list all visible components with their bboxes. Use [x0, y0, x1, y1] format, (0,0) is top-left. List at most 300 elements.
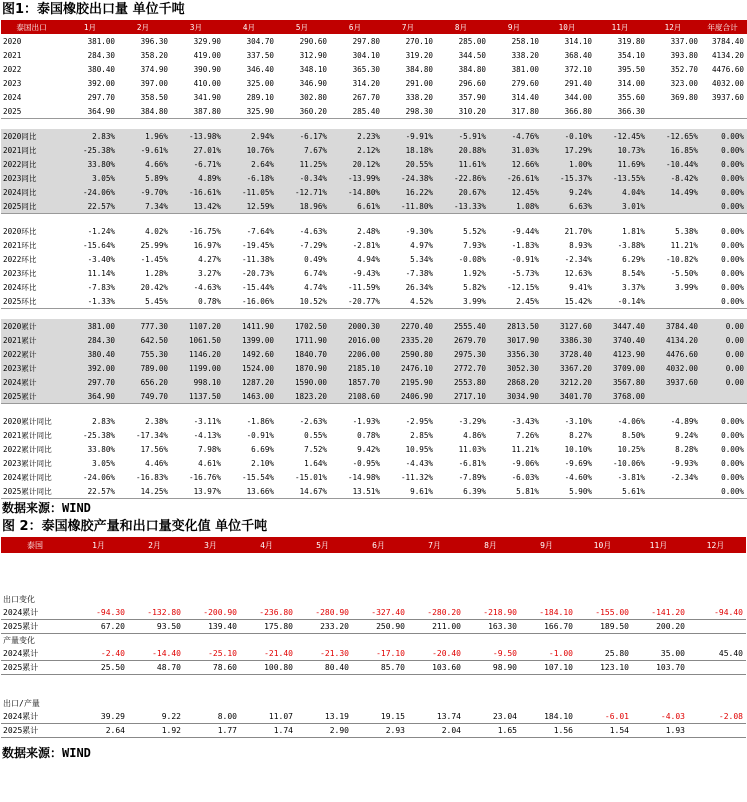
table-cell: 4134.20: [648, 333, 701, 347]
table-cell: 6.63%: [542, 199, 595, 214]
table-cell: -12.45%: [595, 129, 648, 143]
table-cell: -21.30: [296, 647, 352, 661]
table-cell: 0.78%: [171, 294, 224, 309]
table-cell: -5.91%: [436, 129, 489, 143]
table-cell: 285.40: [330, 104, 383, 119]
table-cell: 270.10: [405, 36, 433, 46]
table-cell: 297.80: [352, 36, 380, 46]
table-row: [1, 48, 747, 62]
table-cell: 250.90: [352, 620, 408, 634]
table-cell: [688, 620, 746, 634]
table-cell: 5.81%: [489, 484, 542, 499]
table-cell: 3034.90: [489, 389, 542, 404]
column-header: 3月: [171, 20, 224, 34]
table-cell: 1.08%: [489, 199, 542, 214]
table-cell: -9.06%: [511, 458, 539, 468]
table-cell: 12.45%: [489, 185, 542, 199]
table-cell: 3.99%: [436, 294, 489, 309]
table-cell: 33.80%: [65, 157, 118, 171]
table-cell: 3447.40: [595, 319, 648, 333]
table-cell: 18.96%: [277, 199, 330, 214]
section-title: 产量变化: [3, 636, 35, 645]
table-cell: -15.54%: [241, 472, 274, 482]
table-cell: 11.03%: [458, 444, 486, 454]
column-header: 年度合计: [701, 20, 747, 34]
table-cell: 381.00: [65, 319, 118, 333]
table-cell: 325.90: [224, 104, 277, 119]
table-cell: 396.30: [140, 36, 168, 46]
table-cell: -3.10%: [564, 416, 592, 426]
table-cell: 93.50: [128, 620, 184, 634]
table-cell: 2975.30: [436, 347, 489, 361]
table-cell: 7.67%: [277, 143, 330, 157]
table-cell: -15.64%: [82, 240, 115, 250]
table-cell: 1.74: [240, 724, 296, 738]
column-header: 9月: [489, 20, 542, 34]
table-row: [1, 428, 747, 442]
table-cell: [701, 104, 747, 119]
table-cell: -155.00: [576, 606, 632, 620]
table-cell: 392.00: [65, 361, 118, 375]
table-cell: -94.40: [688, 606, 746, 620]
table-cell: -280.90: [296, 606, 352, 620]
table-cell: 4.46%: [145, 458, 168, 468]
table-cell: 39.29: [72, 710, 128, 724]
table-cell: 2.10%: [251, 458, 274, 468]
table-cell: 2.38%: [145, 416, 168, 426]
table-cell: -10.44%: [648, 157, 701, 171]
table-cell: -2.34%: [564, 254, 592, 264]
table-cell: 20.12%: [330, 157, 383, 171]
table-cell: 10.52%: [277, 294, 330, 309]
table-header-row: [1, 20, 747, 34]
column-header: 2月: [128, 537, 184, 553]
table-cell: 13.74: [408, 710, 464, 724]
column-header: 1月: [72, 537, 128, 553]
table-cell: -20.40: [408, 647, 464, 661]
table-cell: 381.00: [511, 64, 539, 74]
table-cell: 2.83%: [92, 416, 115, 426]
table-row: [1, 129, 747, 143]
table-cell: -3.40%: [87, 254, 115, 264]
table-cell: 358.50: [140, 92, 168, 102]
column-header: 泰国出口: [1, 20, 65, 34]
table-cell: 3.37%: [622, 282, 645, 292]
column-header: 泰国: [1, 537, 72, 553]
column-header: 10月: [576, 537, 632, 553]
table-cell: 312.90: [299, 50, 327, 60]
table-cell: 3.05%: [65, 171, 118, 185]
section-title-row: [1, 634, 746, 648]
table-cell: 14.67%: [277, 484, 330, 499]
table-cell: 9.24%: [675, 430, 698, 440]
thai-rubber-change-table: [1, 537, 746, 738]
table-cell: 0.55%: [304, 430, 327, 440]
column-header: 6月: [352, 537, 408, 553]
table-cell: 1.64%: [304, 458, 327, 468]
table-cell: 25.80: [576, 647, 632, 661]
table-cell: -25.38%: [65, 143, 118, 157]
table-cell: 346.90: [299, 78, 327, 88]
table-row: [1, 347, 747, 361]
table-cell: -13.33%: [436, 199, 489, 214]
table-cell: 284.30: [87, 50, 115, 60]
table-row: [1, 224, 747, 238]
table-cell: 314.20: [352, 78, 380, 88]
table-cell: -15.37%: [542, 171, 595, 185]
table-row: [1, 34, 747, 48]
table-cell: 233.20: [296, 620, 352, 634]
table-cell: 27.01%: [171, 143, 224, 157]
table-cell: -184.10: [520, 606, 576, 620]
table-cell: 395.50: [617, 64, 645, 74]
table-cell: -20.73%: [241, 268, 274, 278]
table-cell: 211.00: [408, 620, 464, 634]
table-cell: 2476.10: [383, 361, 436, 375]
row-label: 2025环比: [1, 294, 65, 309]
table-cell: 2108.60: [330, 389, 383, 404]
table-cell: 11.61%: [436, 157, 489, 171]
row-label: 2025累计: [1, 724, 72, 738]
table-cell: -9.91%: [383, 129, 436, 143]
table-cell: 314.00: [617, 78, 645, 88]
table-cell: -1.00: [520, 647, 576, 661]
table-row: [1, 157, 747, 171]
table-cell: -14.98%: [347, 472, 380, 482]
table-row: [1, 294, 747, 309]
table-cell: 4.89%: [171, 171, 224, 185]
table-cell: -0.10%: [542, 129, 595, 143]
table-cell: [688, 724, 746, 738]
row-label: 2024累计同比: [3, 472, 52, 482]
table-cell: 5.90%: [542, 484, 595, 499]
row-label: 2023环比: [3, 268, 37, 278]
block-spacer: [1, 309, 747, 320]
table-cell: 11.07: [240, 710, 296, 724]
table-row: [1, 252, 747, 266]
figure-1-source: 数据来源：WIND: [2, 501, 91, 515]
table-cell: 20.55%: [383, 157, 436, 171]
table-cell: -7.83%: [87, 282, 115, 292]
table-cell: 384.80: [405, 64, 433, 74]
table-cell: 1711.90: [277, 333, 330, 347]
table-cell: -3.11%: [193, 416, 221, 426]
table-cell: 6.69%: [251, 444, 274, 454]
table-cell: -17.34%: [135, 430, 168, 440]
table-cell: 0.00%: [701, 171, 747, 185]
table-cell: -5.50%: [670, 268, 698, 278]
table-cell: 3740.40: [595, 333, 648, 347]
table-cell: -16.06%: [224, 294, 277, 309]
table-cell: 319.80: [617, 36, 645, 46]
table-cell: 338.20: [511, 50, 539, 60]
table-cell: 298.30: [383, 104, 436, 119]
table-cell: -11.05%: [224, 185, 277, 199]
table-cell: 16.85%: [648, 143, 701, 157]
table-cell: -0.14%: [595, 294, 648, 309]
table-cell: 4134.20: [711, 50, 744, 60]
table-cell: -22.86%: [436, 171, 489, 185]
table-cell: -9.30%: [405, 226, 433, 236]
table-cell: -218.90: [464, 606, 520, 620]
table-cell: 4123.90: [595, 347, 648, 361]
table-cell: 297.70: [87, 92, 115, 102]
table-row: [1, 62, 747, 76]
table-cell: 1.54: [576, 724, 632, 738]
table-cell: -236.80: [240, 606, 296, 620]
table-cell: 4.52%: [383, 294, 436, 309]
table-cell: 3.99%: [675, 282, 698, 292]
table-row: [1, 333, 747, 347]
table-cell: 35.00: [632, 647, 688, 661]
table-cell: 20.67%: [436, 185, 489, 199]
table-cell: 166.70: [520, 620, 576, 634]
table-cell: 323.00: [670, 78, 698, 88]
table-cell: 366.80: [542, 104, 595, 119]
table-cell: 1411.90: [224, 319, 277, 333]
table-cell: 279.60: [511, 78, 539, 88]
table-cell: 3937.60: [711, 92, 744, 102]
table-cell: 8.28%: [675, 444, 698, 454]
table-cell: -9.44%: [511, 226, 539, 236]
table-cell: 4.27%: [198, 254, 221, 264]
table-cell: 48.70: [128, 661, 184, 675]
table-cell: 0.00: [701, 319, 747, 333]
table-cell: 2.64: [72, 724, 128, 738]
table-cell: 390.90: [193, 64, 221, 74]
table-cell: 18.18%: [383, 143, 436, 157]
table-cell: 17.56%: [140, 444, 168, 454]
table-cell: 33.80%: [87, 444, 115, 454]
table-cell: 777.30: [118, 319, 171, 333]
row-label: 2024同比: [1, 185, 65, 199]
table-cell: 17.29%: [542, 143, 595, 157]
block-spacer: [1, 119, 747, 130]
column-header: 3月: [184, 537, 240, 553]
table-cell: 80.40: [296, 661, 352, 675]
table-cell: [648, 294, 701, 309]
table-cell: 1.92: [128, 724, 184, 738]
table-cell: 2868.20: [489, 375, 542, 389]
table-cell: 384.80: [458, 64, 486, 74]
table-cell: 4476.60: [711, 64, 744, 74]
table-cell: 11.21%: [511, 444, 539, 454]
table-cell: 2.90: [296, 724, 352, 738]
table-row: [1, 647, 746, 661]
table-cell: 7.52%: [304, 444, 327, 454]
table-cell: -2.34%: [670, 472, 698, 482]
section-title-row: [1, 697, 746, 710]
table-cell: 8.93%: [569, 240, 592, 250]
table-cell: -2.63%: [299, 416, 327, 426]
table-cell: -4.89%: [670, 416, 698, 426]
table-cell: 344.50: [458, 50, 486, 60]
table-cell: 284.30: [65, 333, 118, 347]
table-cell: 13.97%: [171, 484, 224, 499]
block-spacer: [1, 404, 747, 415]
table-cell: -0.08%: [458, 254, 486, 264]
table-cell: 200.20: [632, 620, 688, 634]
table-cell: 393.80: [670, 50, 698, 60]
table-cell: 6.74%: [304, 268, 327, 278]
table-cell: 4.97%: [410, 240, 433, 250]
table-cell: 302.80: [299, 92, 327, 102]
column-header: 4月: [240, 537, 296, 553]
table-cell: 4.94%: [357, 254, 380, 264]
table-cell: 0.00%: [721, 240, 744, 250]
row-label: 2023累计同比: [3, 458, 52, 468]
table-cell: 67.20: [72, 620, 128, 634]
table-row: [1, 606, 746, 620]
table-row: [1, 280, 747, 294]
table-cell: -6.71%: [171, 157, 224, 171]
table-cell: 3401.70: [542, 389, 595, 404]
table-cell: 4032.00: [711, 78, 744, 88]
table-cell: 5.89%: [118, 171, 171, 185]
thai-rubber-export-table: [1, 20, 747, 499]
table-cell: 19.15: [352, 710, 408, 724]
table-cell: -4.03: [632, 710, 688, 724]
table-cell: 0.00%: [701, 129, 747, 143]
table-row: [1, 90, 747, 104]
row-label: 2025同比: [1, 199, 65, 214]
table-cell: 387.80: [171, 104, 224, 119]
table-cell: 6.61%: [330, 199, 383, 214]
table-row: [1, 185, 747, 199]
table-cell: 3937.60: [648, 375, 701, 389]
table-cell: 31.03%: [489, 143, 542, 157]
table-cell: 10.10%: [564, 444, 592, 454]
table-cell: 2.04: [408, 724, 464, 738]
table-cell: 0.00%: [701, 199, 747, 214]
table-cell: -7.38%: [405, 268, 433, 278]
table-cell: 1702.50: [277, 319, 330, 333]
table-cell: -14.40: [128, 647, 184, 661]
table-cell: 0.00%: [701, 157, 747, 171]
table-cell: 16.97%: [193, 240, 221, 250]
table-cell: 0.00: [701, 347, 747, 361]
table-cell: 1857.70: [330, 375, 383, 389]
table-row: [1, 199, 747, 214]
table-cell: -4.60%: [564, 472, 592, 482]
table-cell: 337.00: [670, 36, 698, 46]
table-cell: 2270.40: [383, 319, 436, 333]
table-cell: 352.70: [670, 64, 698, 74]
column-header: 6月: [330, 20, 383, 34]
column-header: 10月: [542, 20, 595, 34]
table-cell: 20.88%: [436, 143, 489, 157]
row-label: 2020同比: [1, 129, 65, 143]
table-cell: 11.21%: [670, 240, 698, 250]
table-cell: -9.50: [464, 647, 520, 661]
table-cell: 4.86%: [463, 430, 486, 440]
table-cell: -0.91%: [246, 430, 274, 440]
table-cell: 2717.10: [436, 389, 489, 404]
table-cell: 291.00: [405, 78, 433, 88]
table-cell: -2.08: [688, 710, 746, 724]
table-cell: 3784.40: [648, 319, 701, 333]
section-title: 出口变化: [3, 595, 35, 604]
table-cell: 7.93%: [463, 240, 486, 250]
table-cell: -24.06%: [82, 472, 115, 482]
table-cell: 364.90: [65, 104, 118, 119]
row-label: 2024累计: [1, 375, 65, 389]
row-label: 2024: [3, 92, 22, 102]
column-header: 7月: [408, 537, 464, 553]
table-cell: 2.83%: [65, 129, 118, 143]
table-cell: 4032.00: [648, 361, 701, 375]
table-cell: 319.20: [405, 50, 433, 60]
table-cell: -16.76%: [188, 472, 221, 482]
table-cell: 2.23%: [330, 129, 383, 143]
table-cell: 258.10: [511, 36, 539, 46]
table-cell: 14.25%: [118, 484, 171, 499]
section-spacer: [1, 675, 746, 698]
section-title-row: [1, 593, 746, 606]
column-header: 8月: [436, 20, 489, 34]
table-cell: 410.00: [193, 78, 221, 88]
table-cell: 297.70: [65, 375, 118, 389]
table-cell: 290.60: [299, 36, 327, 46]
table-cell: 1287.20: [224, 375, 277, 389]
table-cell: 369.80: [670, 92, 698, 102]
table-cell: -17.10: [352, 647, 408, 661]
table-cell: 656.20: [118, 375, 171, 389]
table-cell: 329.90: [193, 36, 221, 46]
table-cell: 0.00%: [721, 268, 744, 278]
table-cell: 5.34%: [410, 254, 433, 264]
table-cell: -14.80%: [330, 185, 383, 199]
table-cell: 3367.20: [542, 361, 595, 375]
table-cell: -1.33%: [65, 294, 118, 309]
table-cell: 9.42%: [357, 444, 380, 454]
table-cell: 5.82%: [463, 282, 486, 292]
row-label: 2024环比: [3, 282, 37, 292]
table-cell: 13.42%: [171, 199, 224, 214]
table-cell: -2.81%: [352, 240, 380, 250]
table-cell: -12.71%: [277, 185, 330, 199]
table-row: [1, 661, 746, 675]
column-header: 12月: [688, 537, 746, 553]
table-cell: 12.66%: [489, 157, 542, 171]
table-cell: 344.00: [564, 92, 592, 102]
table-cell: -20.77%: [330, 294, 383, 309]
section-title: 出口/产量: [3, 699, 40, 708]
table-cell: 346.40: [246, 64, 274, 74]
table-cell: 2406.90: [383, 389, 436, 404]
table-cell: -141.20: [632, 606, 688, 620]
table-cell: 364.90: [65, 389, 118, 404]
table-cell: 0.00%: [701, 185, 747, 199]
row-label: 2021环比: [3, 240, 37, 250]
table-cell: 5.38%: [675, 226, 698, 236]
table-cell: 0.78%: [357, 430, 380, 440]
table-cell: 338.20: [405, 92, 433, 102]
section-spacer: [1, 553, 746, 593]
table-cell: -1.45%: [140, 254, 168, 264]
table-cell: 2.94%: [224, 129, 277, 143]
table-cell: 354.10: [617, 50, 645, 60]
table-cell: 20.42%: [140, 282, 168, 292]
table-cell: 21.70%: [564, 226, 592, 236]
table-cell: -11.80%: [383, 199, 436, 214]
table-cell: 0.00%: [701, 484, 747, 499]
table-cell: 189.50: [576, 620, 632, 634]
table-cell: 1107.20: [171, 319, 224, 333]
table-cell: 366.30: [595, 104, 648, 119]
row-label: 2022累计: [1, 347, 65, 361]
table-cell: -9.61%: [118, 143, 171, 157]
